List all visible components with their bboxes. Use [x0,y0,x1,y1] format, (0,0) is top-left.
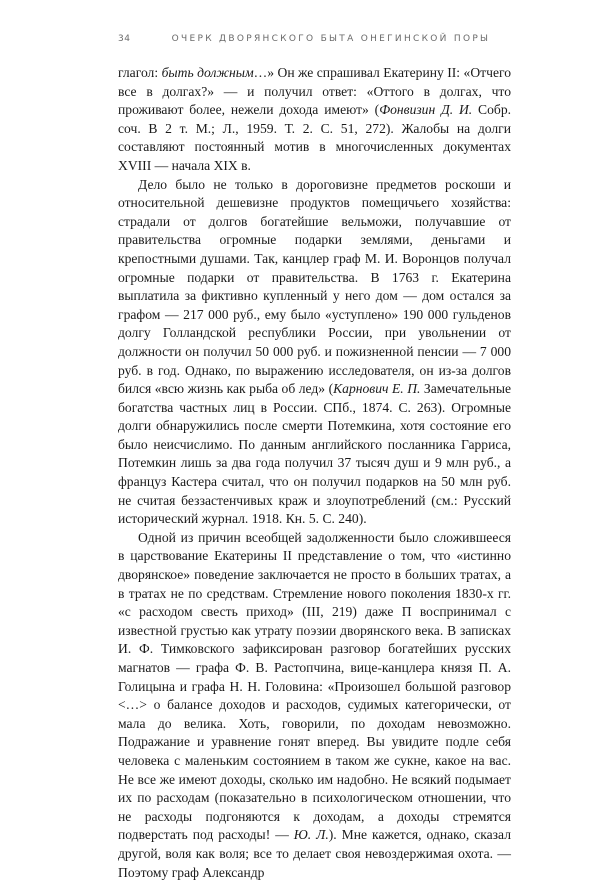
text-segment: ). Мне кажется, однако, сказал другой, воля как воля; все то делает своя невоздержимая охота. — Поэтому граф Александр [118,827,511,880]
text-segment: Замечательные богатства частных лиц в России. СПб., 1874. С. 263). Огромные долги обнаружились после смерти Потемкина, хотя состояние его было неисчислимо. По данным английского посланника Гарриса, Потемкин лишь за два года получил 37 тысяч душ и 9 млн руб., а француз Кастера считал, что он получил подарков на 50 млн руб. не считая беззастенчивых краж и злоупотреблений (см.: Русский исторический журнал. 1918. Кн. 5. С. 240). [118,381,511,527]
page-number: 34 [118,34,131,44]
running-title: ОЧЕРК ДВОРЯНСКОГО БЫТА ОНЕГИНСКОЙ ПОРЫ [171,34,491,44]
paragraph-1 [118,64,511,176]
italic-reference: Ю. Л. [293,827,329,843]
body-text [118,64,511,882]
italic-reference: Карнович Е. П. [333,381,421,397]
italic-reference: Фонвизин Д. И. [379,102,473,118]
running-header [118,34,538,48]
text-segment: глагол: [118,65,162,80]
text-segment: …» Он же спрашивал Екатерину II: «Отчего все в долгах?» — и получил ответ: «Оттого в долгах, что проживают более, нежели дохода имеют» ( [118,65,512,118]
italic-reference: быть должным [161,65,254,80]
paragraph-3 [118,529,511,882]
paragraph-2 [118,176,511,529]
text-segment: Одной из причин всеобщей задолженности было сложившееся в царствование Екатерины II представление о том, что «истинно дворянское» поведение заключается не просто в больших тратах, а в тратах не по средствам. Стремление нового поколения 1830-х гг. «с расходом свесть приход» (III, 219) даже П воспринимал с известной грустью как утрату поэзии дворянского века. В записках И. Ф. Тимковского зафиксирован разговор богатейших русских магнатов — графа Ф. В. Растопчина, вице-канцлера князя П. А. Голицына и графа Н. Н. Головина: «Произошел большой разговор <…> о балансе доходов и расходов, судимых категорически, от мала до велика. Хоть, говорили, по доходам невозможно. Подражание и уравнение гонят вперед. Вы увидите подле себя человека с маленьким состоянием в таком же сукне, какое на вас. Не все же имеют доходы, сколько им надобно. Не всякий подымает их по расходам (показательно в психологическом отношении, что не расходы подгоняются к доходам, а доходы стремятся подверстать под расходы! — [118,529,511,843]
text-segment: Дело было не только в дороговизне предметов роскоши и относительной дешевизне продуктов помещичьего хозяйства: страдали от долгов богатейшие вельможи, получавшие от правительства огромные подарки землями, деньгами и крепостными душами. Так, канцлер граф М. И. Воронцов получал огромные подарки от правительства. В 1763 г. Екатерина выплатила за фиктивно купленный у него дом — дом остался за графом — 217 000 руб., ему было «уступлено» 190 000 гульденов долгу Голландской республики России, при увольнении от должности он получил 50 000 руб. и пожизненной пенсии — 7 000 руб. в год. Однако, по выражению исследователя, он из-за долгов бился «всю жизнь как рыба об лед» ( [118,176,511,397]
text-segment: Собр. соч. В 2 т. М.; Л., 1959. Т. 2. С. 51, 272). Жалобы на долги составляют постоянный мотив в многочисленных документах XVIII — начала XIX в. [118,102,512,173]
